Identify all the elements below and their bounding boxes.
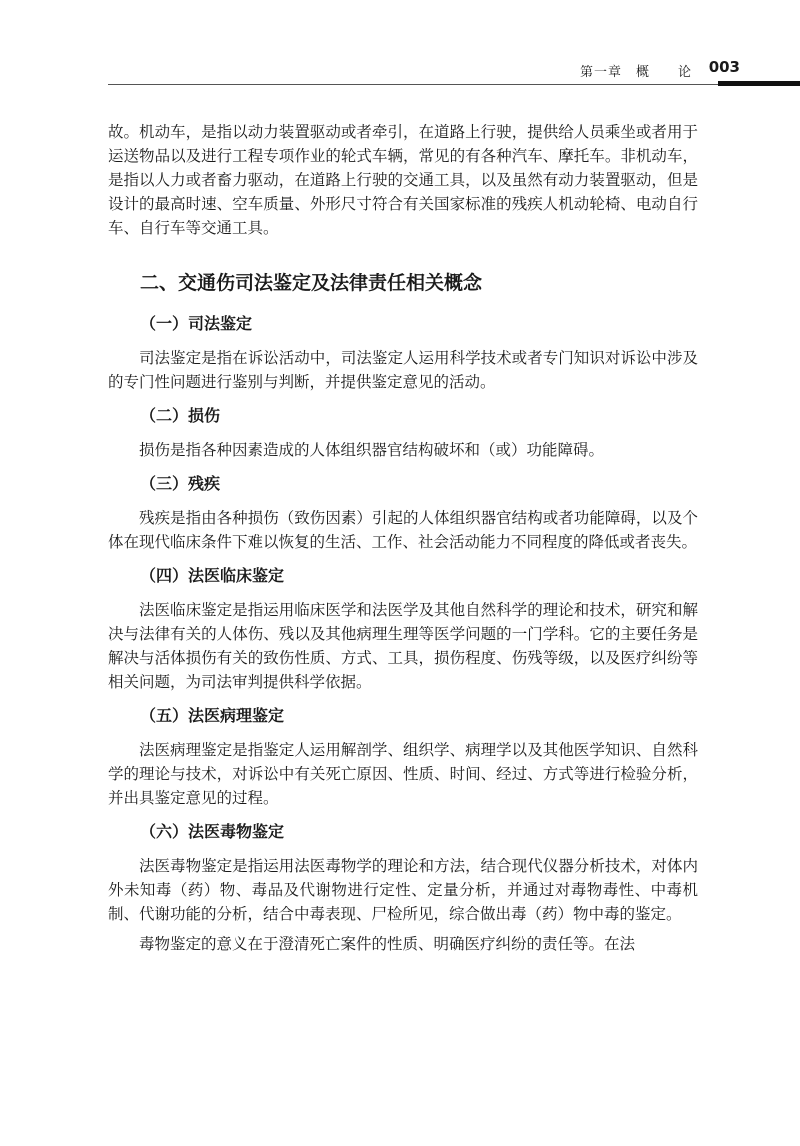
- subsection-paragraph-6a: 法医毒物鉴定是指运用法医毒物学的理论和方法，结合现代仪器分析技术，对体内外未知毒（药）物、毒品及代谢物进行定性、定量分析，并通过对毒物毒性、中毒机制、代谢功能的分析，结合中毒表现、尸检所见，综合做出毒（药）物中毒的鉴定。: [108, 857, 698, 923]
- running-header: [108, 58, 800, 78]
- subsection-paragraph-5: 法医病理鉴定是指鉴定人运用解剖学、组织学、病理学以及其他医学知识、自然科学的理论与技术，对诉讼中有关死亡原因、性质、时间、经过、方式等进行检验分析，并出具鉴定意见的过程。: [108, 741, 698, 807]
- subsection-paragraph-2: 损伤是指各种因素造成的人体组织器官结构破坏和（或）功能障碍。: [139, 441, 605, 459]
- section-heading: 二、交通伤司法鉴定及法律责任相关概念: [140, 272, 483, 294]
- subsection-heading-4: （四）法医临床鉴定: [140, 566, 285, 585]
- subsection-heading-5: （五）法医病理鉴定: [140, 706, 285, 725]
- subsection-paragraph-6b: 毒物鉴定的意义在于澄清死亡案件的性质、明确医疗纠纷的责任等。在法: [139, 935, 636, 953]
- header-rule: [108, 84, 718, 85]
- intro-paragraph: 故。机动车，是指以动力装置驱动或者牵引，在道路上行驶，提供给人员乘坐或者用于运送物品以及进行工程专项作业的轮式车辆，常见的有各种汽车、摩托车。非机动车，是指以人力或者畜力驱动，在道路上行驶的交通工具，以及虽然有动力装置驱动，但是设计的最高时速、空车质量、外形尺寸符合有关国家标准的残疾人机动轮椅、电动自行车、自行车等交通工具。: [108, 123, 698, 237]
- subsection-paragraph-4: 法医临床鉴定是指运用临床医学和法医学及其他自然科学的理论和技术，研究和解决与法律有关的人体伤、残以及其他病理生理等医学问题的一门学科。它的主要任务是解决与活体损伤有关的致伤性质、方式、工具，损伤程度、伤残等级，以及医疗纠纷等相关问题，为司法审判提供科学依据。: [108, 601, 698, 691]
- subsection-heading-3: （三）残疾: [140, 474, 221, 493]
- subsection-heading-6: （六）法医毒物鉴定: [140, 822, 285, 841]
- subsection-heading-2: （二）损伤: [140, 406, 221, 425]
- page-number: 003: [708, 58, 740, 76]
- chapter-title: 第一章 概 论: [579, 65, 692, 80]
- subsection-heading-1: （一）司法鉴定: [140, 314, 253, 333]
- page-body: [108, 120, 698, 956]
- subsection-paragraph-3: 残疾是指由各种损伤（致伤因素）引起的人体组织器官结构或者功能障碍，以及个体在现代临床条件下难以恢复的生活、工作、社会活动能力不同程度的降低或者丧失。: [108, 509, 698, 551]
- header-rule-thick: [718, 81, 800, 86]
- subsection-paragraph-1: 司法鉴定是指在诉讼活动中，司法鉴定人运用科学技术或者专门知识对诉讼中涉及的专门性问题进行鉴别与判断，并提供鉴定意见的活动。: [108, 349, 698, 391]
